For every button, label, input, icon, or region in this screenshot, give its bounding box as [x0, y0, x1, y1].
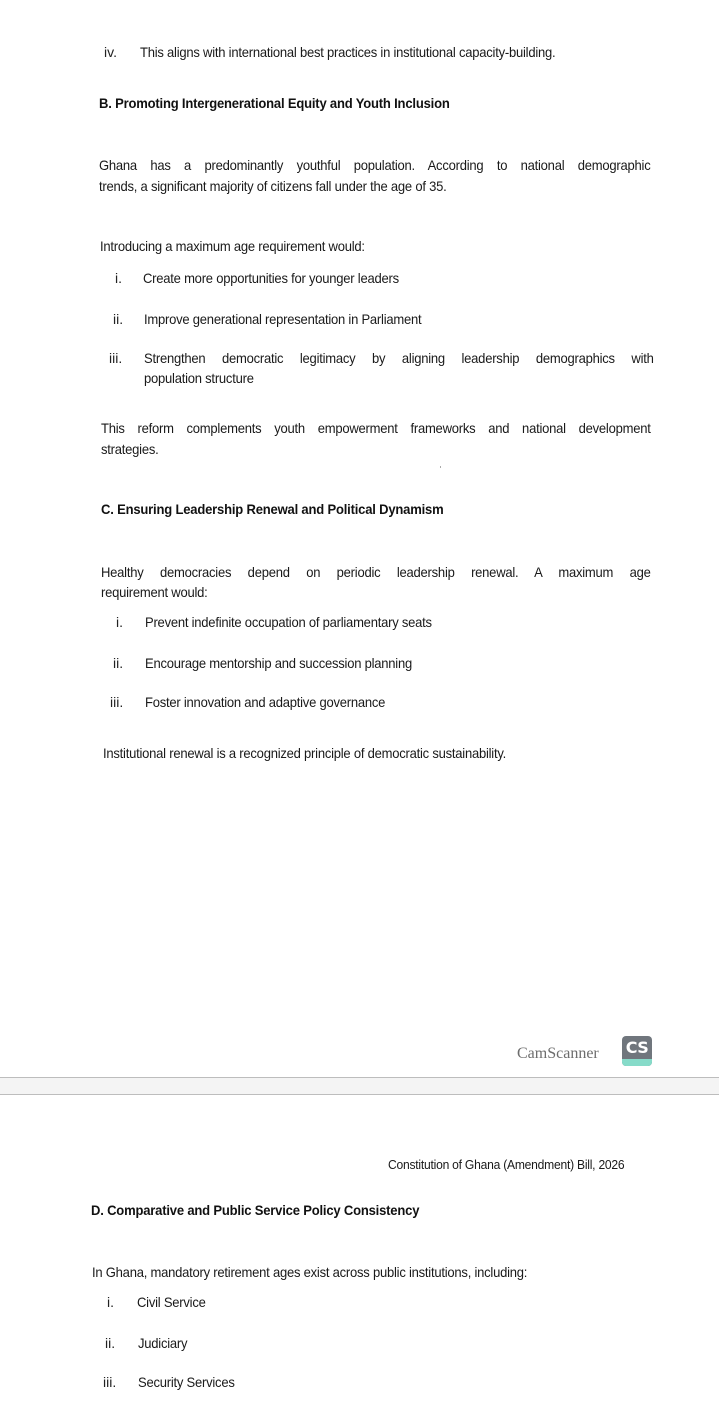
list-item-text: This aligns with international best practices in institutional capacity-building. [140, 44, 556, 60]
section-c-closing: Institutional renewal is a recognized principle of democratic sustainability. [103, 745, 507, 761]
list-item-text: Create more opportunities for younger leaders [143, 270, 399, 286]
page-separator [0, 1077, 719, 1095]
section-c-paragraph-line: Healthy democracies depend on periodic leadership renewal. A maximum age [101, 564, 651, 580]
list-item-text: Judiciary [138, 1335, 188, 1351]
list-number: iii. [109, 350, 123, 366]
camscanner-logo-icon [622, 1036, 652, 1066]
section-b-intro: Introducing a maximum age requirement would: [100, 238, 365, 254]
document-page-2 [0, 1095, 719, 1402]
section-c-paragraph-line: requirement would: [101, 584, 208, 600]
scan-speck [440, 466, 441, 468]
list-number: i. [115, 270, 122, 286]
list-item-text: Strengthen democratic legitimacy by aligning leadership demographics with [144, 350, 654, 366]
list-number: iv. [104, 44, 117, 60]
list-number: i. [107, 1294, 114, 1310]
list-number: ii. [113, 655, 124, 671]
list-item-text: Improve generational representation in Parliament [144, 311, 422, 327]
list-item-text: Encourage mentorship and succession planning [145, 655, 412, 671]
list-item-text: Prevent indefinite occupation of parliamentary seats [145, 614, 432, 630]
section-b-paragraph-line: trends, a significant majority of citizens fall under the age of 35. [99, 178, 447, 194]
list-item-text: Foster innovation and adaptive governance [145, 694, 386, 710]
list-item-text: Civil Service [137, 1294, 206, 1310]
section-c-heading: C. Ensuring Leadership Renewal and Political Dynamism [101, 501, 444, 517]
list-number: ii. [113, 311, 124, 327]
section-d-heading: D. Comparative and Public Service Policy Consistency [91, 1202, 420, 1218]
list-number: ii. [105, 1335, 116, 1351]
list-item-text: Security Services [138, 1374, 235, 1390]
list-number: iii. [110, 694, 124, 710]
section-d-intro: In Ghana, mandatory retirement ages exist across public institutions, including: [92, 1264, 528, 1280]
list-number: i. [116, 614, 123, 630]
section-b-closing-line: strategies. [101, 441, 159, 457]
section-b-closing-line: This reform complements youth empowerment frameworks and national development [101, 420, 651, 436]
camscanner-watermark: CamScanner [517, 1045, 599, 1062]
camscanner-logo-text: CS [625, 1038, 649, 1057]
list-number: iii. [103, 1374, 117, 1390]
running-header: Constitution of Ghana (Amendment) Bill, 2026 [388, 1157, 625, 1172]
section-b-heading: B. Promoting Intergenerational Equity and Youth Inclusion [99, 95, 450, 111]
list-item-text: population structure [144, 370, 254, 386]
camscanner-logo-band [622, 1059, 652, 1066]
section-b-paragraph-line: Ghana has a predominantly youthful population. According to national demographic [99, 157, 651, 173]
